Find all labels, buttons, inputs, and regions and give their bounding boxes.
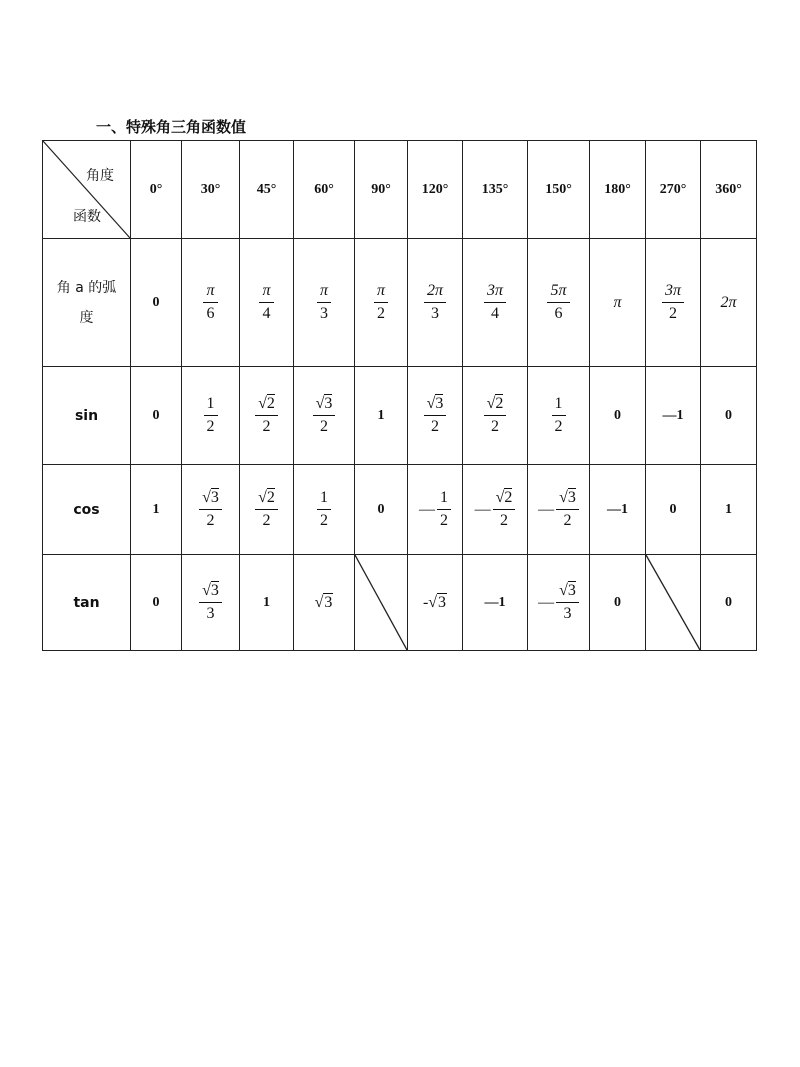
fraction-numerator: 5π bbox=[550, 282, 567, 299]
fraction bbox=[424, 395, 447, 436]
fraction-denominator: 2 bbox=[206, 418, 215, 435]
fraction-numerator: 3π bbox=[486, 282, 503, 299]
value-cell: 0 bbox=[590, 555, 646, 651]
fraction-numerator: √3 bbox=[202, 582, 219, 599]
value-cell bbox=[701, 239, 757, 367]
row-label: sin bbox=[43, 367, 131, 465]
fraction bbox=[437, 489, 451, 530]
value-cell bbox=[528, 555, 590, 651]
fraction-denominator: 2 bbox=[262, 418, 271, 435]
value-cell: 0 bbox=[131, 239, 182, 367]
corner-label-angle: 角度 bbox=[86, 168, 114, 184]
value-cell: 0 bbox=[701, 367, 757, 465]
fraction bbox=[547, 282, 569, 323]
fraction-numerator: 1 bbox=[320, 489, 328, 506]
value-cell bbox=[408, 465, 463, 555]
fraction-denominator: 2 bbox=[554, 418, 563, 435]
row-label: tan bbox=[43, 555, 131, 651]
fraction-numerator: √3 bbox=[202, 489, 219, 506]
minus-sign: — bbox=[538, 500, 555, 518]
angle-header: 30° bbox=[182, 141, 240, 239]
fraction-denominator: 2 bbox=[206, 512, 215, 529]
sqrt-value: -√3 bbox=[422, 593, 447, 611]
fraction bbox=[374, 282, 388, 323]
fraction-denominator: 2 bbox=[320, 418, 328, 435]
fraction bbox=[662, 282, 684, 323]
fraction bbox=[313, 395, 336, 436]
fraction-numerator: π bbox=[206, 282, 215, 299]
fraction-denominator: 4 bbox=[490, 305, 499, 322]
pi-value: π bbox=[613, 293, 622, 311]
fraction-denominator: 2 bbox=[320, 512, 328, 529]
fraction-numerator: 1 bbox=[440, 489, 448, 506]
angle-header: 135° bbox=[463, 141, 528, 239]
fraction bbox=[317, 489, 331, 530]
value-cell bbox=[182, 367, 240, 465]
fraction-numerator: √3 bbox=[559, 489, 576, 506]
undefined-diagonal bbox=[355, 555, 407, 650]
fraction-numerator: √3 bbox=[426, 395, 444, 412]
fraction bbox=[552, 395, 566, 436]
angle-header: 150° bbox=[528, 141, 590, 239]
corner-label-function: 函数 bbox=[73, 209, 101, 225]
fraction-denominator: 6 bbox=[554, 305, 563, 322]
fraction-numerator: √3 bbox=[315, 395, 333, 412]
value-cell bbox=[294, 239, 355, 367]
value-cell bbox=[590, 239, 646, 367]
angle-header: 180° bbox=[590, 141, 646, 239]
header-row bbox=[43, 141, 757, 239]
fraction bbox=[204, 395, 218, 436]
value-cell: 1 bbox=[701, 465, 757, 555]
trig-values-table bbox=[42, 140, 757, 651]
value-cell: 0 bbox=[646, 465, 701, 555]
fraction-numerator: π bbox=[319, 282, 328, 299]
fraction-denominator: 4 bbox=[262, 305, 271, 322]
row-tan bbox=[43, 555, 757, 651]
fraction bbox=[556, 582, 579, 623]
value-cell bbox=[528, 239, 590, 367]
fraction-numerator: √2 bbox=[486, 395, 504, 412]
angle-header: 45° bbox=[240, 141, 294, 239]
angle-header: 270° bbox=[646, 141, 701, 239]
fraction-numerator: √2 bbox=[495, 489, 513, 506]
fraction-denominator: 2 bbox=[668, 305, 677, 322]
fraction bbox=[203, 282, 217, 323]
fraction-numerator: √2 bbox=[258, 395, 275, 412]
fraction bbox=[199, 489, 222, 530]
row-sin bbox=[43, 367, 757, 465]
fraction bbox=[556, 489, 579, 530]
angle-header: 0° bbox=[131, 141, 182, 239]
row-label: 角 a 的弧度 bbox=[43, 239, 131, 367]
value-cell bbox=[182, 465, 240, 555]
value-cell bbox=[240, 367, 294, 465]
angle-header: 360° bbox=[701, 141, 757, 239]
value-cell: 0 bbox=[590, 367, 646, 465]
fraction-denominator: 3 bbox=[563, 605, 572, 622]
fraction-numerator: √3 bbox=[559, 582, 576, 599]
value-cell bbox=[294, 555, 355, 651]
sqrt-value: √3 bbox=[314, 593, 333, 611]
value-cell bbox=[294, 465, 355, 555]
value-cell bbox=[240, 465, 294, 555]
fraction-numerator: √2 bbox=[258, 489, 275, 506]
fraction-denominator: 2 bbox=[500, 512, 508, 529]
undefined-diagonal bbox=[646, 555, 700, 650]
angle-header: 60° bbox=[294, 141, 355, 239]
undefined-cell bbox=[646, 555, 701, 651]
value-cell: 1 bbox=[131, 465, 182, 555]
minus-sign: — bbox=[419, 500, 435, 518]
fraction bbox=[424, 282, 446, 323]
value-cell: 0 bbox=[355, 465, 408, 555]
angle-header: 90° bbox=[355, 141, 408, 239]
value-cell bbox=[240, 239, 294, 367]
minus-sign: — bbox=[538, 593, 555, 611]
fraction-numerator: π bbox=[376, 282, 385, 299]
fraction-denominator: 2 bbox=[262, 512, 271, 529]
section-title: 一、特殊角三角函数值 bbox=[96, 118, 247, 136]
value-cell bbox=[463, 367, 528, 465]
fraction-denominator: 3 bbox=[430, 305, 439, 322]
corner-cell bbox=[43, 141, 131, 239]
value-cell: 0 bbox=[131, 367, 182, 465]
value-cell bbox=[182, 239, 240, 367]
fraction bbox=[255, 489, 278, 530]
value-cell: 0 bbox=[131, 555, 182, 651]
fraction bbox=[199, 582, 222, 623]
fraction-numerator: π bbox=[262, 282, 271, 299]
value-cell: 1 bbox=[240, 555, 294, 651]
value-cell: —1 bbox=[646, 367, 701, 465]
fraction bbox=[317, 282, 331, 323]
fraction-numerator: 1 bbox=[206, 395, 215, 412]
fraction-numerator: 2π bbox=[426, 282, 443, 299]
row-label: cos bbox=[43, 465, 131, 555]
value-cell bbox=[463, 239, 528, 367]
fraction-numerator: 3π bbox=[664, 282, 681, 299]
value-cell bbox=[408, 367, 463, 465]
fraction-denominator: 2 bbox=[563, 512, 572, 529]
value-cell: 0 bbox=[701, 555, 757, 651]
value-cell bbox=[528, 465, 590, 555]
row-radian bbox=[43, 239, 757, 367]
fraction-denominator: 3 bbox=[206, 605, 215, 622]
value-cell: —1 bbox=[463, 555, 528, 651]
row-cos bbox=[43, 465, 757, 555]
pi-value: 2π bbox=[720, 293, 737, 311]
fraction bbox=[255, 395, 278, 436]
value-cell bbox=[528, 367, 590, 465]
value-cell: —1 bbox=[590, 465, 646, 555]
value-cell bbox=[182, 555, 240, 651]
undefined-cell bbox=[355, 555, 408, 651]
fraction-denominator: 2 bbox=[376, 305, 385, 322]
angle-header: 120° bbox=[408, 141, 463, 239]
fraction-denominator: 3 bbox=[319, 305, 328, 322]
value-cell bbox=[463, 465, 528, 555]
fraction bbox=[484, 282, 506, 323]
value-cell bbox=[408, 555, 463, 651]
fraction-denominator: 2 bbox=[440, 512, 448, 529]
value-cell bbox=[355, 239, 408, 367]
value-cell bbox=[294, 367, 355, 465]
fraction-denominator: 2 bbox=[431, 418, 439, 435]
fraction-numerator: 1 bbox=[554, 395, 563, 412]
value-cell: 1 bbox=[355, 367, 408, 465]
fraction bbox=[259, 282, 273, 323]
value-cell bbox=[646, 239, 701, 367]
fraction-denominator: 6 bbox=[206, 305, 215, 322]
minus-sign: — bbox=[474, 500, 491, 518]
value-cell bbox=[408, 239, 463, 367]
fraction bbox=[484, 395, 507, 436]
fraction-denominator: 2 bbox=[491, 418, 499, 435]
fraction bbox=[493, 489, 516, 530]
